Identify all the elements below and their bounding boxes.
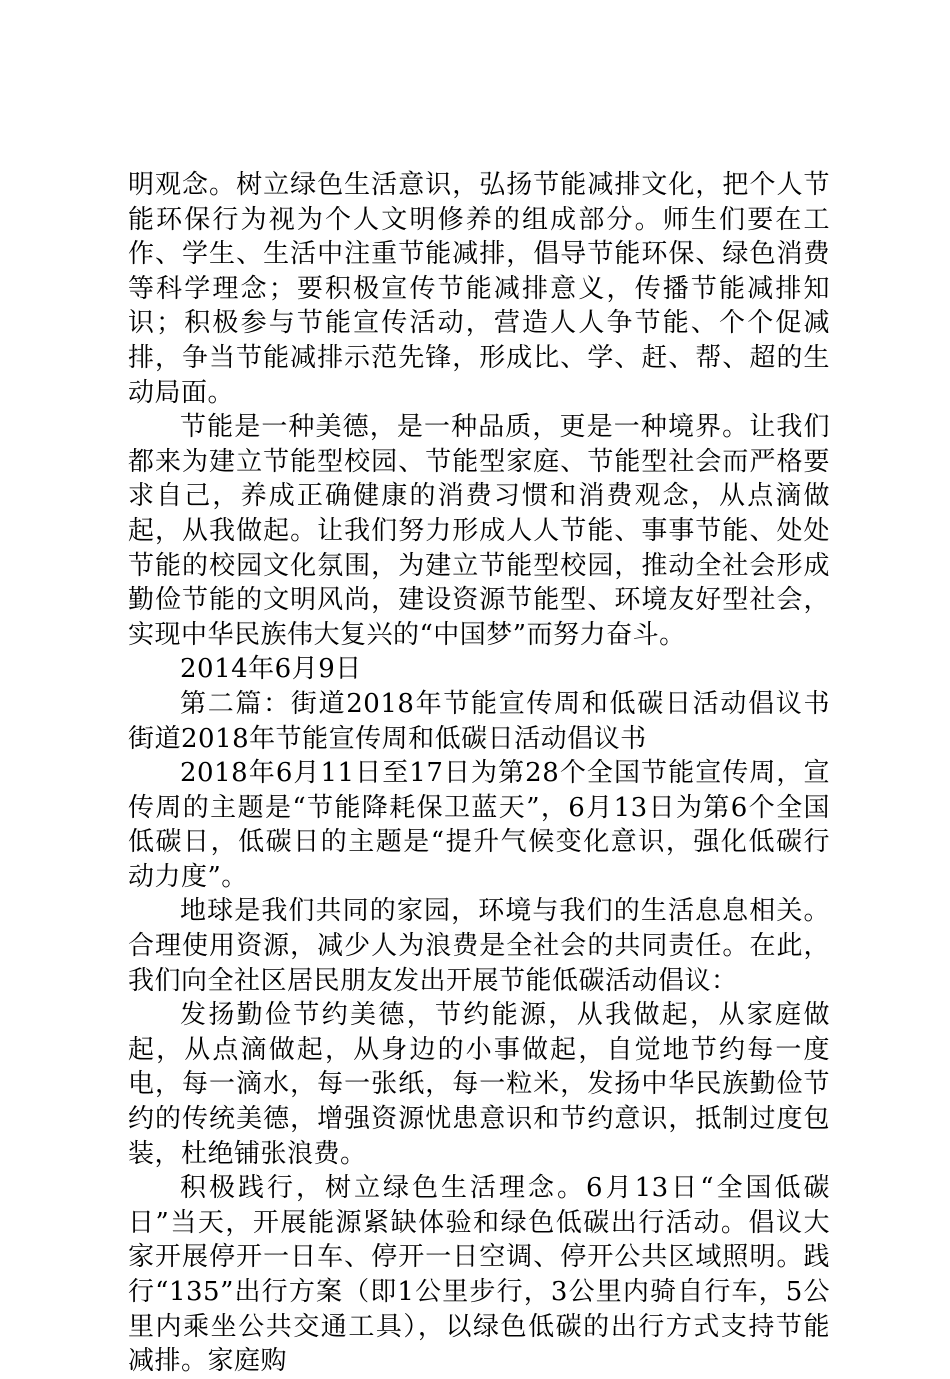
date-line: 2014年6月9日 (180, 654, 362, 685)
paragraph-5: 发扬勤俭节约美德，节约能源，从我做起，从家庭做起，从点滴做起，从身边的小事做起，自觉地节约每一度电，每一滴水，每一张纸，每一粒米，发扬中华民族勤俭节约的传统美德，增强资源忧患意识和节约意识，抵制过度包装，杜绝铺张浪费。 (128, 1000, 830, 1169)
paragraph-2: 节能是一种美德，是一种品质，更是一种境界。让我们都来为建立节能型校园、节能型家庭、节能型社会而严格要求自己，养成正确健康的消费习惯和消费观念，从点滴做起，从我做起。让我们努力形成人人节能、事事节能、处处节能的校园文化氛围，为建立节能型校园，推动全社会形成勤俭节能的文明风尚，建设资源节能型、环境友好型社会，实现中华民族伟大复兴的“中国梦”而努力奋斗。 (128, 412, 830, 650)
section-heading: 第二篇：街道2018年节能宣传周和低碳日活动倡议书街道2018年节能宣传周和低碳日活动倡议书 (128, 688, 830, 754)
paragraph-1: 明观念。树立绿色生活意识，弘扬节能减排文化，把个人节能环保行为视为个人文明修养的组成部分。师生们要在工作、学生、生活中注重节能减排，倡导节能环保、绿色消费等科学理念；要积极宣传节能减排意义，传播节能减排知识；积极参与节能宣传活动，营造人人争节能、个个促减排，争当节能减排示范先锋，形成比、学、赶、帮、超的生动局面。 (128, 170, 830, 408)
paragraph-4: 地球是我们共同的家园，环境与我们的生活息息相关。合理使用资源，减少人为浪费是全社会的共同责任。在此，我们向全社区居民朋友发出开展节能低碳活动倡议： (128, 896, 830, 996)
document-page (128, 168, 830, 1379)
paragraph-3: 2018年6月11日至17日为第28个全国节能宣传周，宣传周的主题是“节能降耗保卫蓝天”，6月13日为第6个全国低碳日，低碳日的主题是“提升气候变化意识，强化低碳行动力度”。 (128, 758, 830, 892)
paragraph-6: 积极践行，树立绿色生活理念。6月13日“全国低碳日”当天，开展能源紧缺体验和绿色低碳出行活动。倡议大家开展停开一日车、停开一日空调、停开公共区域照明。践行“135”出行方案（即1公里步行，3公里内骑自行车，5公里内乘坐公共交通工具），以绿色低碳的出行方式支持节能减排。家庭购 (128, 1173, 830, 1377)
